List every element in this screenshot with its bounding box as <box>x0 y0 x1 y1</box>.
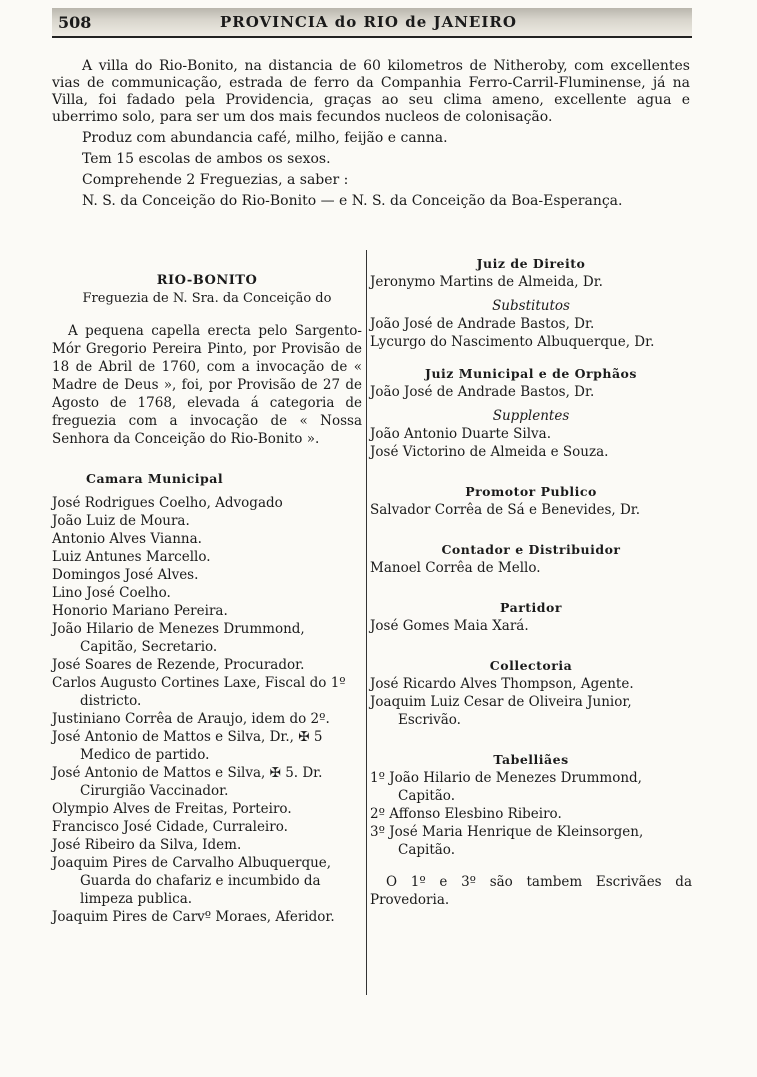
list-item: José Rodrigues Coelho, Advogado <box>52 495 283 511</box>
tabelliao-item: 2º Affonso Elesbino Ribeiro. <box>370 806 562 822</box>
promotor-name: Salvador Corrêa de Sá e Benevides, Dr. <box>370 502 641 518</box>
list-item: Olympio Alves de Freitas, Porteiro. <box>52 801 292 817</box>
column-divider <box>366 250 367 995</box>
list-item: Francisco José Cidade, Curraleiro. <box>52 819 288 835</box>
partidor-heading: Partidor <box>500 600 562 615</box>
collectoria-item: José Ricardo Alves Thompson, Agente. <box>370 676 634 692</box>
supplente-item: José Victorino de Almeida e Souza. <box>370 444 609 460</box>
supplentes-heading: Supplentes <box>492 408 570 424</box>
partidor-name: José Gomes Maia Xará. <box>370 618 529 634</box>
page-header <box>52 8 692 38</box>
page-number: 508 <box>58 13 92 32</box>
juiz-direito-heading: Juiz de Direito <box>476 256 586 271</box>
intro-produce-line: Produz com abundancia café, milho, feijão e canna. <box>82 130 448 146</box>
list-item: Domingos José Alves. <box>52 567 199 583</box>
list-item: João Luiz de Moura. <box>52 513 190 529</box>
list-item: Joaquim Pires de Carvº Moraes, Aferidor. <box>52 909 335 925</box>
juiz-municipal-heading: Juiz Municipal e de Orphãos <box>425 366 637 381</box>
parish-history: A pequena capella erecta pelo Sargento-Mór Gregorio Pereira Pinto, por Provisão de 18 de Abril de 1760, com a invocação de « Madre de Deus », foi, por Provisão de 27 de Agosto de 1768, elevada á categoria de freguezia com a invocação de « Nossa Senhora da Conceição do Rio-Bonito ». <box>52 323 362 447</box>
juiz-direito-name: Jeronymo Martins de Almeida, Dr. <box>370 274 603 290</box>
intro-schools-line: Tem 15 escolas de ambos os sexos. <box>82 151 331 167</box>
contador-heading: Contador e Distribuidor <box>441 542 621 557</box>
contador-name: Manoel Corrêa de Mello. <box>370 560 541 576</box>
intro-paragraph: A villa do Rio-Bonito, na distancia de 60 kilometros de Nitheroby, com excellentes vias de communicação, estrada de ferro da Companhia Ferro-Carril-Fluminense, já na Villa, foi fadado pela Providencia, graças ao seu clima ameno, excellente agua e uberrimo solo, para ser um dos mais fecundos nucleos de colonisação. <box>52 58 690 125</box>
intro-parishes-names: N. S. da Conceição do Rio-Bonito — e N. S. da Conceição da Boa-Esperança. <box>82 193 623 209</box>
tabelliao-item: 1º João Hilario de Menezes Drummond, Capitão. <box>370 770 642 804</box>
list-item: Honorio Mariano Pereira. <box>52 603 228 619</box>
parish-subtitle: Freguezia de N. Sra. da Conceição do <box>82 291 332 306</box>
list-item: Joaquim Pires de Carvalho Albuquerque, Guarda do chafariz e incumbido da limpeza publica. <box>52 855 332 907</box>
tabelliaes-heading: Tabelliães <box>493 752 569 767</box>
juiz-municipal-name: João José de Andrade Bastos, Dr. <box>370 384 595 400</box>
list-item: José Antonio de Mattos e Silva, Dr., ✠ 5 Medico de partido. <box>52 729 323 763</box>
running-title: PROVINCIA do RIO de JANEIRO <box>220 13 517 31</box>
list-item: Carlos Augusto Cortines Laxe, Fiscal do 1º districto. <box>52 675 346 709</box>
list-item: Justiniano Corrêa de Araujo, idem do 2º. <box>52 711 330 727</box>
list-item: Luiz Antunes Marcello. <box>52 549 211 565</box>
tabelliao-item: 3º José Maria Henrique de Kleinsorgen, Capitão. <box>370 824 644 858</box>
substitutos-heading: Substitutos <box>492 298 570 314</box>
collectoria-heading: Collectoria <box>489 658 573 673</box>
list-item: José Soares de Rezende, Procurador. <box>52 657 305 673</box>
list-item: Lino José Coelho. <box>52 585 171 601</box>
provedoria-note: O 1º e 3º são tambem Escrivães da Provedoria. <box>370 874 692 908</box>
camara-list <box>52 494 362 926</box>
intro-section <box>52 58 690 210</box>
supplente-item: João Antonio Duarte Silva. <box>370 426 552 442</box>
camara-heading: Camara Municipal <box>86 471 224 486</box>
list-item: Antonio Alves Vianna. <box>52 531 202 547</box>
left-column <box>52 272 362 926</box>
parish-title: RIO-BONITO <box>156 273 258 288</box>
right-column <box>370 255 692 909</box>
promotor-heading: Promotor Publico <box>465 484 597 499</box>
substituto-item: João José de Andrade Bastos, Dr. <box>370 316 595 332</box>
intro-parishes-line: Comprehende 2 Freguezias, a saber : <box>82 172 349 188</box>
list-item: José Ribeiro da Silva, Idem. <box>52 837 242 853</box>
list-item: João Hilario de Menezes Drummond, Capitão, Secretario. <box>52 621 305 655</box>
collectoria-item: Joaquim Luiz Cesar de Oliveira Junior, Escrivão. <box>370 694 632 728</box>
substituto-item: Lycurgo do Nascimento Albuquerque, Dr. <box>370 334 655 350</box>
list-item: José Antonio de Mattos e Silva, ✠ 5. Dr. Cirurgião Vaccinador. <box>52 765 323 799</box>
